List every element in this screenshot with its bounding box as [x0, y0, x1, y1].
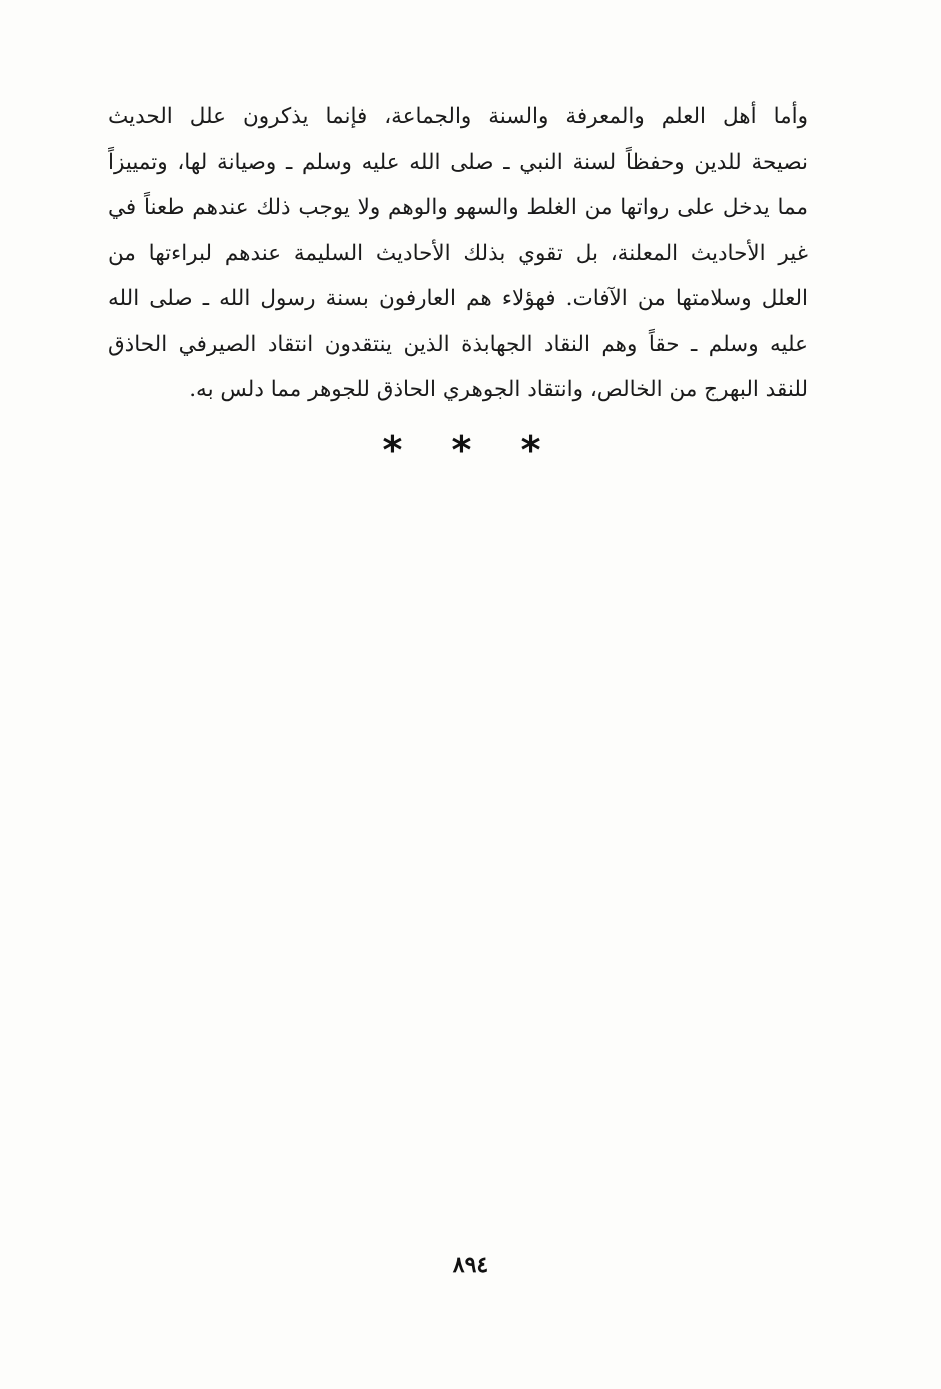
- paragraph-line-1: وأما أهل العلم والمعرفة والسنة والجماعة، فإنما يذكرون علل الحديث: [108, 104, 808, 129]
- paragraph-line-2: نصيحة للدين وحفظاً لسنة النبي ـ صلى الله عليه وسلم ـ وصيانة لها، وتمييزاً: [108, 149, 808, 175]
- page-number: ٨٩٤: [452, 1252, 489, 1278]
- section-separator: * * *: [382, 428, 559, 472]
- paragraph-line-5: العلل وسلامتها من الآفات. فهؤلاء هم العارفون بسنة رسول الله ـ صلى الله: [108, 286, 808, 311]
- paragraph-line-7: للنقد البهرج من الخالص، وانتقاد الجوهري الحاذق للجوهر مما دلس به.: [189, 377, 808, 402]
- body-paragraph: [108, 94, 808, 413]
- paragraph-line-3: مما يدخل على رواتها من الغلط والسهو والوهم ولا يوجب ذلك عندهم طعناً في: [108, 195, 808, 220]
- paragraph-line-4: غير الأحاديث المعلنة، بل تقوي بذلك الأحاديث السليمة عندهم لبراءتها من: [108, 240, 808, 266]
- paragraph-line-6: عليه وسلم ـ حقاً وهم النقاد الجهابذة الذين ينتقدون انتقاد الصيرفي الحاذق: [108, 331, 808, 357]
